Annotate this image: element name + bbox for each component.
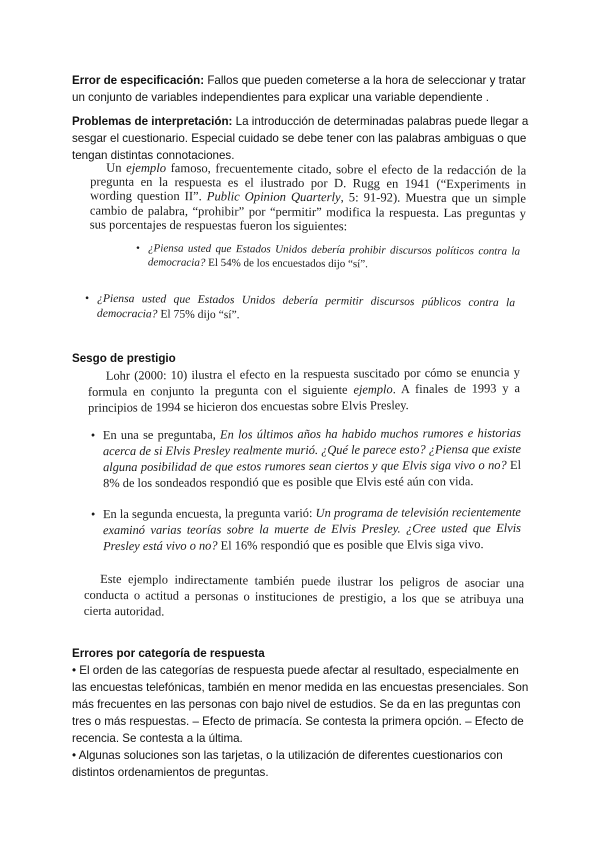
bullet-icon: • (90, 507, 96, 522)
scanned-closing-paragraph: Este ejemplo indirectamente también puede ilustrar los peligros de asociar una conducta o actitud a personas o instituciones de prestigio, a los que se atribuya una cierta autoridad. (83, 571, 525, 619)
text-italic: ¿Piensa usted que Estados Unidos debería prohibir discursos políticos contra la democracia? (147, 242, 521, 269)
section-heading: Errores por categoría de respuesta (72, 647, 265, 660)
scanned-bullet-permitir (85, 291, 516, 325)
bullet-icon: • (85, 291, 90, 305)
scanned-bullet-encuesta-2 (90, 504, 522, 554)
text: Lohr (2000: 10) ilustra el efecto en la respuesta suscitado por cómo se enuncia y formula en conjunto la pregunta con el siguiente (87, 365, 520, 399)
heading-text: Sesgo de prestigio (72, 352, 176, 365)
text-italic: Public Opinion Quarterly (206, 189, 341, 205)
text: famoso, frecuentemente citado, sobre el efecto de la redacción de la pregunta en la respuesta es el ilustrado por D. Rugg en 1941 (“Experiments in wording question II”. (89, 161, 527, 204)
text: Un (106, 160, 127, 175)
bullet-icon: • (136, 242, 140, 255)
section-heading: Error de especificación: (72, 74, 205, 87)
text-italic: ejemplo (353, 382, 393, 397)
text: El 54% de los encuestados dijo “sí”. (205, 256, 368, 271)
text-italic: ¿Piensa usted que Estados Unidos debería permitir discursos públicos contra la democracia? (96, 291, 516, 321)
scanned-lohr-paragraph (88, 364, 520, 416)
section-heading: Problemas de interpretación: (72, 115, 233, 128)
text: El 8% de los sondeados respondió que es posible que Elvis esté aún con vida. (103, 457, 522, 491)
text: El 75% dijo “sí”. (157, 307, 240, 322)
paragraph-text: Fallos que pueden cometerse a la hora de seleccionar y tratar un conjunto de variables independientes para explicar una variable dependiente . (72, 74, 526, 104)
text: El 16% respondió que es posible que Elvis siga vivo. (217, 537, 484, 553)
text: En una se preguntaba, (102, 427, 221, 443)
text: . A finales de 1993 y a principios de 1994 se hicieron dos encuestas sobre Elvis Presley. (88, 381, 521, 415)
scanned-bullet-prohibir (136, 241, 521, 272)
problemas-interpretacion-paragraph (72, 113, 534, 164)
paragraph-text: La introducción de determinadas palabras puede llegar a sesgar el cuestionario. Especial cuidado se debe tener con las palabras ambiguas o que tengan distintas connotaciones. (72, 115, 529, 162)
text: En la segunda encuesta, la pregunta varió: (102, 505, 316, 522)
text-italic: En los últimos años ha habido muchos rumores e historias acerca de si Elvis Presley realmente murió. ¿Qué le parece esto? ¿Piensa que existe alguna posibilidad de que estos rumores sean ciertos y que Elvis siga vivo o no? (102, 425, 521, 475)
text-italic: ejemplo (126, 160, 167, 176)
text-italic: Un programa de televisión recientemente examinó varias teorías sobre la muerte de Elvis Presley. ¿Cree usted que Elvis Presley está vivo o no? (102, 504, 522, 554)
text: , 5: 91-92). Muestra que un simple cambio de palabra, “prohibir” por “permitir” modifica la respuesta. Las preguntas y sus porcentajes de respuestas fueron los siguientes: (89, 190, 527, 234)
bullet-item: • Algunas soluciones son las tarjetas, o la utilización de diferentes cuestionarios con distintos ordenamientos de preguntas. (72, 749, 503, 779)
errores-categoria-section (72, 645, 534, 781)
bullet-item: • El orden de las categorías de respuesta puede afectar al resultado, especialmente en las encuestas telefónicas, también en menor medida en las encuestas presenciales. Son más frecuentes en las personas con bajo nivel de estudios. Se da en las preguntas con tres o más respuestas. – Efecto de primacía. Se contesta la primera opción. – Efecto de recencia. Se contesta a la última. (72, 664, 529, 745)
scanned-rugg-paragraph (90, 160, 526, 234)
scanned-bullet-encuesta-1 (90, 425, 522, 491)
bullet-icon: • (90, 428, 96, 443)
error-especificacion-paragraph (72, 72, 534, 106)
